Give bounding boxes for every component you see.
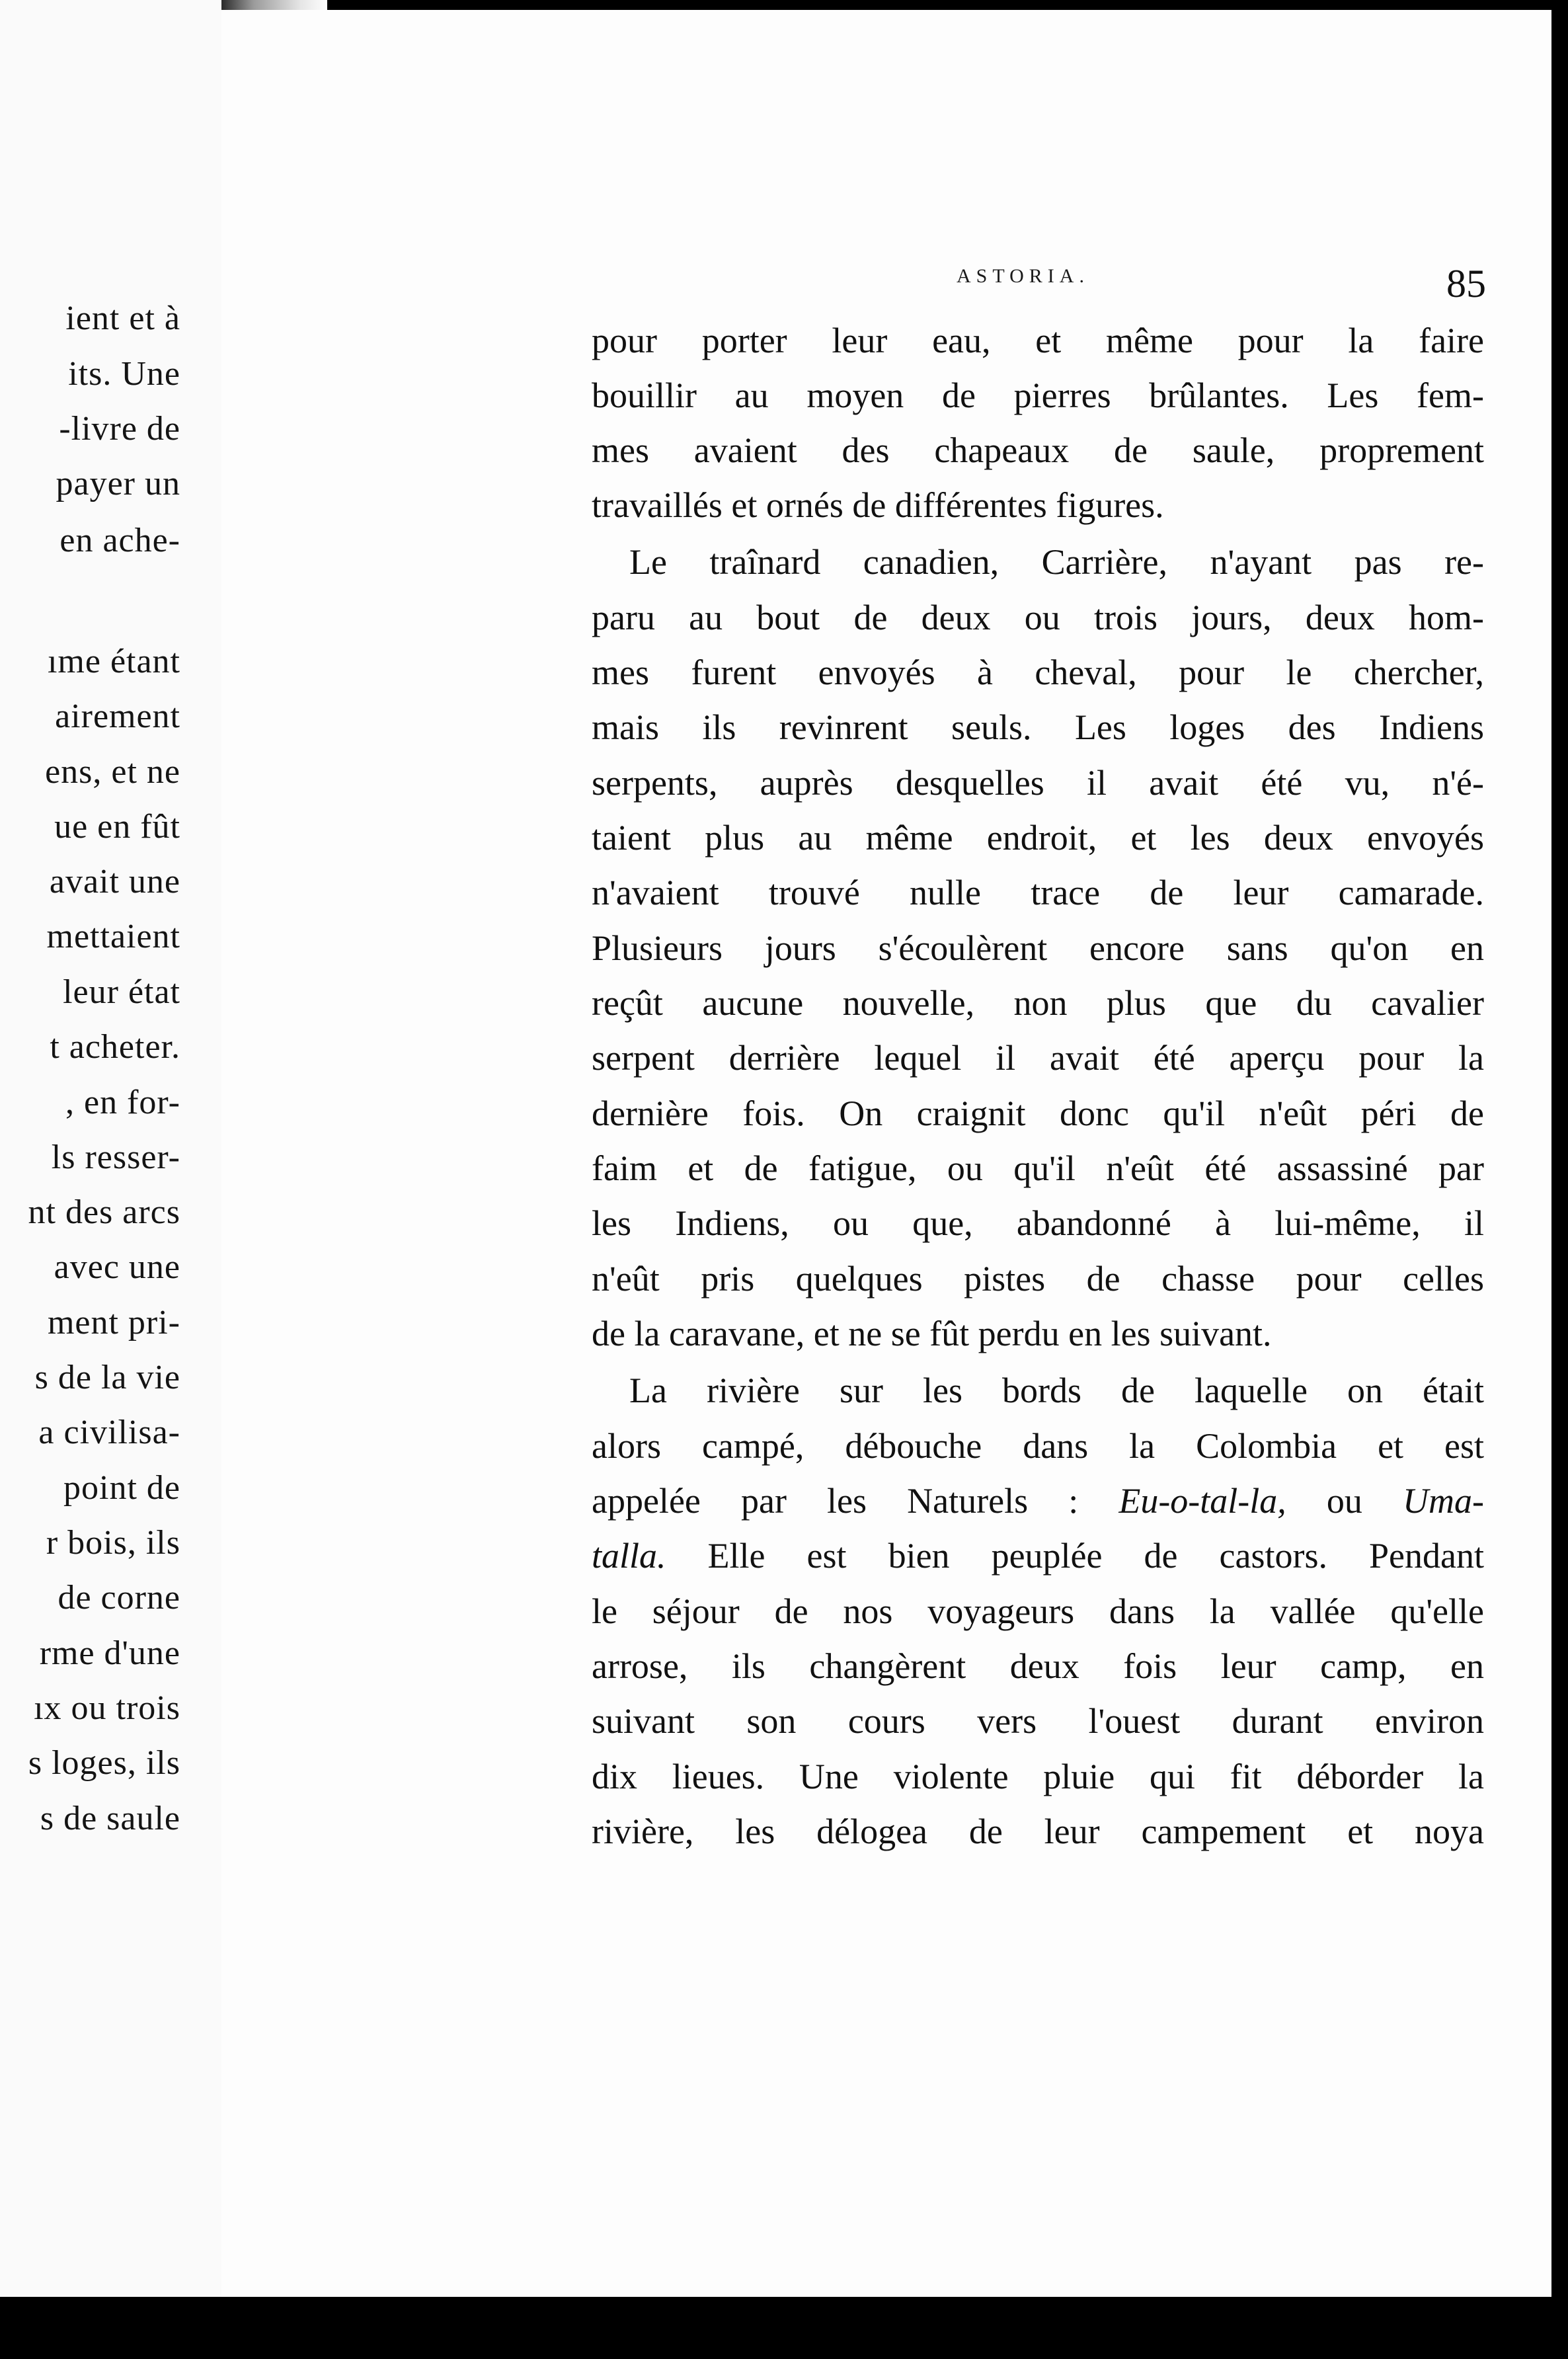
text-line: dernière fois. On craignit donc qu'il n'eût péri de [592,1094,1484,1133]
text-line: n'avaient trouvé nulle trace de leur camarade. [592,873,1484,912]
text-line: n'eût pris quelques pistes de chasse pour celles [592,1259,1484,1299]
text-line: faim et de fatigue, ou qu'il n'eût été assassiné par [592,1148,1484,1188]
left-page-text-fragment: , en for- [65,1084,180,1121]
text-line: La rivière sur les bords de laquelle on était [629,1371,1484,1410]
left-page-text-fragment: avec une [54,1248,180,1286]
left-page-text-fragment: point de [63,1469,180,1507]
left-page-text-fragment: -livre de [59,410,180,448]
left-page-text-fragment: ment pri- [47,1304,180,1341]
text-line: pour porter leur eau, et même pour la faire [592,321,1484,360]
left-page-text-fragment: t acheter. [50,1028,180,1066]
text-line [592,1533,1484,1579]
text-line: Le traînard canadien, Carrière, n'ayant pas re- [629,542,1484,582]
left-page-text-fragment: en ache- [59,522,180,559]
italic-term: Eu-o-tal-la, [1118,1481,1286,1521]
left-page-text-fragment: a civilisa- [38,1414,180,1451]
text-span: Elle est bien peuplée de castors. Pendant [666,1536,1484,1576]
left-page-text-fragment: s de saule [40,1800,180,1837]
text-line: mes furent envoyés à cheval, pour le chercher, [592,653,1484,692]
text-line: taient plus au même endroit, et les deux envoyés [592,818,1484,858]
page-number: 85 [1446,262,1486,305]
text-line: les Indiens, ou que, abandonné à lui-même, il [592,1203,1484,1243]
left-page-text-fragment: ient et à [65,300,180,337]
text-line: paru au bout de deux ou trois jours, deux hom- [592,598,1484,637]
left-page-text-fragment: avait une [49,863,180,900]
text-line: mes avaient des chapeaux de saule, proprement [592,430,1484,470]
text-line [592,1478,1484,1524]
text-line: Plusieurs jours s'écoulèrent encore sans qu'on en [592,928,1484,968]
left-page-text-fragment: mettaient [46,918,180,955]
text-line: suivant son cours vers l'ouest durant environ [592,1701,1484,1741]
text-line: reçût aucune nouvelle, non plus que du cavalier [592,983,1484,1023]
text-line: le séjour de nos voyageurs dans la vallée qu'elle [592,1591,1484,1631]
italic-term: talla. [592,1536,666,1576]
text-line: mais ils revinrent seuls. Les loges des Indiens [592,707,1484,747]
left-page-text-fragment: de corne [58,1579,180,1617]
left-page-text-fragment: ıme étant [47,643,180,680]
left-facing-page [0,0,221,2297]
text-line: dix lieues. Une violente pluie qui fit déborder la [592,1757,1484,1796]
text-span: ou [1286,1481,1403,1521]
text-line: bouillir au moyen de pierres brûlantes. Les fem- [592,376,1484,415]
left-page-text-fragment: s loges, ils [28,1744,180,1782]
italic-term: Uma- [1403,1481,1485,1521]
left-page-text-fragment: ue en fût [54,808,180,846]
left-page-text-fragment: payer un [56,465,180,502]
text-line: alors campé, débouche dans la Colombia et est [592,1426,1484,1466]
running-header: ASTORIA. [957,265,1089,287]
left-page-text-fragment: leur état [63,973,180,1011]
left-page-text-fragment: s de la vie [34,1359,180,1396]
left-page-text-fragment: nt des arcs [28,1193,180,1231]
left-page-text-fragment: ls resser- [51,1139,180,1176]
text-line: de la caravane, et ne se fût perdu en les suivant. [592,1314,1272,1353]
right-page [221,10,1551,2297]
text-span: appelée par les Naturels : [592,1481,1119,1521]
text-line: arrose, ils changèrent deux fois leur camp, en [592,1646,1484,1686]
left-page-text-fragment: r bois, ils [46,1524,180,1562]
left-page-text-fragment: ıx ou trois [34,1689,180,1727]
text-line: serpents, auprès desquelles il avait été vu, n'é- [592,763,1484,803]
left-page-text-fragment: rme d'une [39,1634,180,1672]
left-page-text-fragment: its. Une [68,355,180,393]
text-line: travaillés et ornés de différentes figures. [592,485,1164,525]
text-line: rivière, les délogea de leur campement et noya [592,1812,1484,1851]
left-page-text-fragment: ens, et ne [45,753,180,791]
left-page-text-fragment: airement [55,698,180,735]
text-line: serpent derrière lequel il avait été aperçu pour la [592,1038,1484,1078]
